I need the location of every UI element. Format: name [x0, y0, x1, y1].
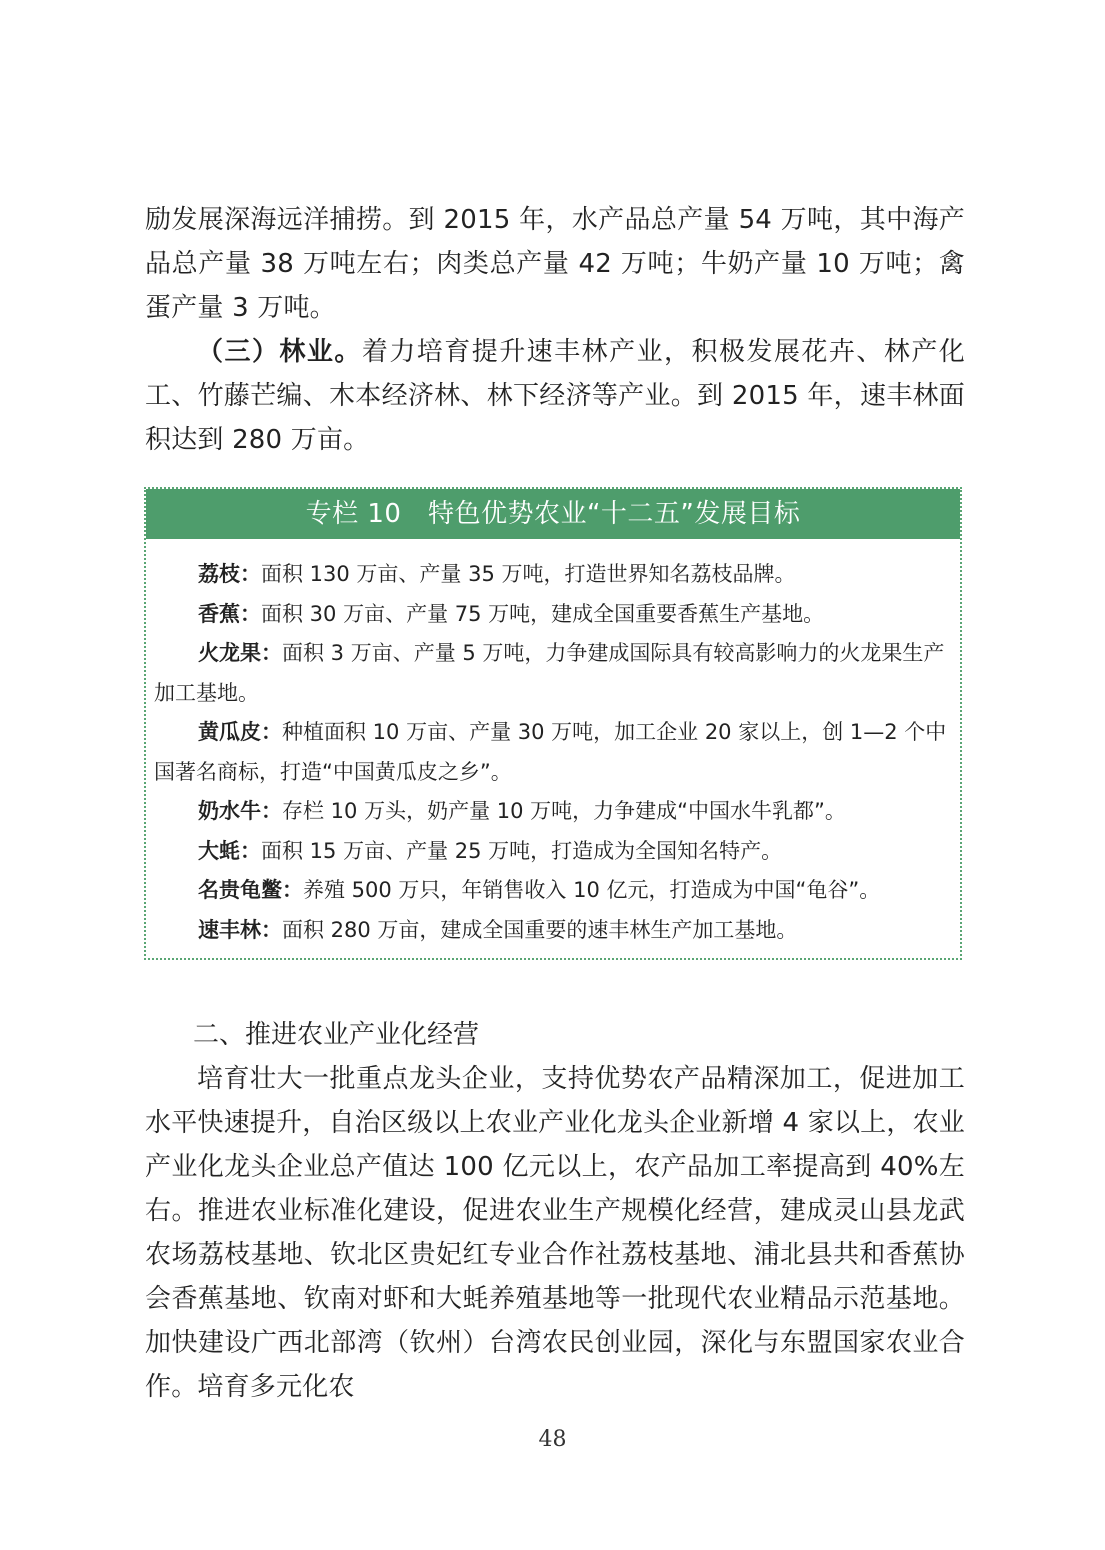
item-text: 面积 30 万亩、产量 75 万吨，建成全国重要香蕉生产基地。 [261, 601, 825, 626]
paragraph-industrialization: 培育壮大一批重点龙头企业，支持优势农产品精深加工，促进加工水平快速提升，自治区级以上农业产业化龙头企业新增 4 家以上，农业产业化龙头企业总产值达 100 亿元以上，农产品加工率提高到 40%左右。推进农业标准化建设，促进农业生产规模化经营，建成灵山县龙武农场荔枝基地、钦北区贵妃红专业合作社荔枝基地、浦北县共和香蕉协会香蕉基地、钦南对虾和大蚝养殖基地等一批现代农业精品示范基地。加快建设广西北部湾（钦州）台湾农民创业园，深化与东盟国家农业合作。培育多元化农 [145, 1064, 965, 1402]
item-text: 种植面积 10 万亩、产量 30 万吨，加工企业 20 家以上，创 1—2 个中国著名商标，打造“中国黄瓜皮之乡”。 [154, 720, 947, 784]
list-item [154, 911, 952, 951]
list-item [154, 555, 952, 595]
paragraph-forestry-text: 着力培育提升速丰林产业，积极发展花卉、林产化工、竹藤芒编、木本经济林、林下经济等产业。到 2015 年，速丰林面积达到 280 万亩。 [145, 337, 965, 455]
list-item [154, 595, 952, 635]
item-text: 面积 280 万亩，建成全国重要的速丰林生产加工基地。 [282, 917, 798, 942]
list-item [154, 713, 952, 792]
item-text: 面积 3 万亩、产量 5 万吨，力争建成国际具有较高影响力的火龙果生产加工基地。 [154, 641, 945, 705]
item-name: 奶水牛： [198, 799, 282, 823]
item-name: 黄瓜皮： [198, 720, 282, 744]
item-name: 火龙果： [198, 641, 282, 665]
item-text: 存栏 10 万头，奶产量 10 万吨，力争建成“中国水牛乳都”。 [282, 799, 846, 823]
page-number: 48 [538, 1427, 567, 1452]
special-column-title: 专栏 10 特色优势农业“十二五”发展目标 [146, 489, 960, 539]
item-text: 面积 130 万亩、产量 35 万吨，打造世界知名荔枝品牌。 [261, 562, 796, 586]
item-name: 名贵龟鳖： [198, 878, 303, 902]
item-name: 荔枝： [198, 562, 261, 586]
item-name: 香蕉： [198, 601, 261, 626]
section-heading: 二、推进农业产业化经营 [193, 1020, 480, 1050]
list-item [154, 832, 952, 872]
special-column-box [144, 487, 962, 960]
list-item [154, 792, 952, 832]
special-column-body [146, 539, 960, 950]
list-item [154, 634, 952, 713]
item-name: 大蚝： [198, 838, 261, 863]
paragraph-fisheries: 励发展深海远洋捕捞。到 2015 年，水产品总产量 54 万吨，其中海产品总产量 38 万吨左右；肉类总产量 42 万吨；牛奶产量 10 万吨；禽蛋产量 3 万吨。 [145, 205, 965, 323]
item-text: 养殖 500 万只，年销售收入 10 亿元，打造成为中国“龟谷”。 [303, 878, 881, 902]
paragraph-forestry [145, 330, 965, 462]
item-name: 速丰林： [198, 917, 282, 942]
section-label-forestry: （三）林业。 [197, 337, 362, 367]
item-text: 面积 15 万亩、产量 25 万吨，打造成为全国知名特产。 [261, 838, 783, 863]
list-item [154, 871, 952, 911]
